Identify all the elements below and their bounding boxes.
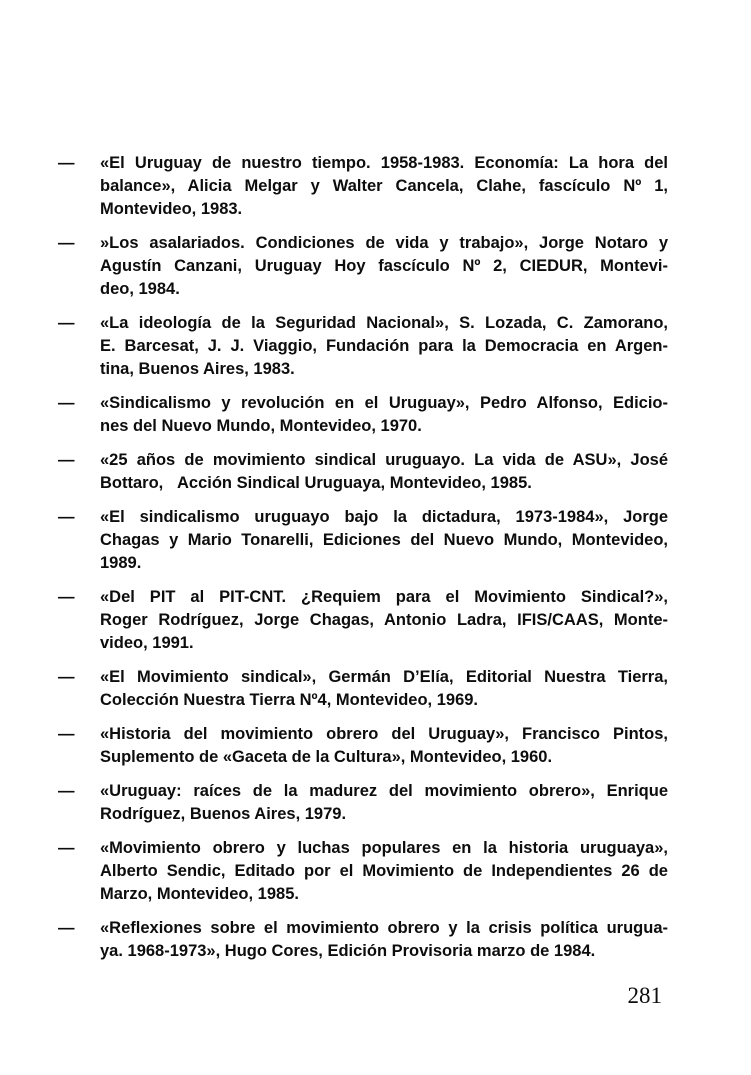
entry-line: «Del PIT al PIT-CNT. ¿Requiem para el Movimiento Sindical?», [100,588,668,606]
entry-line: Colección Nuestra Tierra Nº4, Montevideo, 1969. [100,691,479,709]
entry-line: 1989. [100,554,142,572]
entry-line: Chagas y Mario Tonarelli, Ediciones del Nuevo Mundo, Montevideo, [100,531,668,549]
entry-line: «El Movimiento sindical», Germán D’Elía, Editorial Nuestra Tierra, [100,668,668,686]
entry-line: «Uruguay: raíces de la madurez del movimiento obrero», Enrique [100,782,668,800]
entry-text [100,586,668,655]
entry-line: nes del Nuevo Mundo, Montevideo, 1970. [100,417,422,435]
entry-line: «El Uruguay de nuestro tiempo. 1958-1983. Economía: La hora del [100,154,668,172]
entry-line: «El sindicalismo uruguayo bajo la dictadura, 1973-1984», Jorge [100,508,668,526]
entry-line: «La ideología de la Seguridad Nacional», S. Lozada, C. Zamorano, [100,314,668,332]
entry-line: video, 1991. [100,634,194,652]
entry-line: Roger Rodríguez, Jorge Chagas, Antonio Ladra, IFIS/CAAS, Monte- [100,611,668,629]
entry-line: Suplemento de «Gaceta de la Cultura», Montevideo, 1960. [100,748,553,766]
entry-text [100,837,668,906]
entry-dash-marker: — [58,154,75,172]
entry-line: »Los asalariados. Condiciones de vida y trabajo», Jorge Notaro y [100,234,668,252]
bibliography-entry [58,666,668,712]
entry-line: Rodríguez, Buenos Aires, 1979. [100,805,347,823]
entry-dash-marker: — [58,394,75,412]
bibliography-entry [58,312,668,381]
entry-dash-marker: — [58,314,75,332]
entry-text [100,449,668,495]
entry-line: «Historia del movimiento obrero del Uruguay», Francisco Pintos, [100,725,668,743]
entry-text [100,723,668,769]
entry-line: tina, Buenos Aires, 1983. [100,360,295,378]
bibliography-entry [58,586,668,655]
bibliography-entry [58,392,668,438]
entry-line: deo, 1984. [100,280,180,298]
entry-dash-marker: — [58,725,75,743]
entry-line: «25 años de movimiento sindical uruguayo. La vida de ASU», José [100,451,668,469]
entry-text [100,312,668,381]
bibliography-entry [58,780,668,826]
bibliography-entry [58,837,668,906]
bibliography-list [58,152,668,974]
entry-text [100,666,668,712]
entry-line: «Sindicalismo y revolución en el Uruguay», Pedro Alfonso, Edicio- [100,394,668,412]
entry-text [100,780,668,826]
entry-dash-marker: — [58,919,75,937]
bibliography-entry [58,506,668,575]
entry-line: Montevideo, 1983. [100,200,243,218]
entry-dash-marker: — [58,234,75,252]
entry-dash-marker: — [58,451,75,469]
bibliography-entry [58,449,668,495]
entry-text [100,392,668,438]
entry-text [100,917,668,963]
entry-line: Alberto Sendic, Editado por el Movimiento de Independientes 26 de [100,862,668,880]
entry-line: Marzo, Montevideo, 1985. [100,885,299,903]
page-number: 281 [627,983,662,1008]
entry-line: Agustín Canzani, Uruguay Hoy fascículo Nº 2, CIEDUR, Montevi- [100,257,668,275]
entry-dash-marker: — [58,508,75,526]
entry-line: balance», Alicia Melgar y Walter Cancela, Clahe, fascículo Nº 1, [100,177,668,195]
entry-text [100,232,668,301]
bibliography-entry [58,232,668,301]
entry-line: Bottaro, Acción Sindical Uruguaya, Montevideo, 1985. [100,474,532,492]
bibliography-entry [58,152,668,221]
bibliography-entry [58,723,668,769]
entry-dash-marker: — [58,839,75,857]
entry-line: «Movimiento obrero y luchas populares en la historia uruguaya», [100,839,668,857]
entry-dash-marker: — [58,668,75,686]
entry-dash-marker: — [58,782,75,800]
entry-line: «Reflexiones sobre el movimiento obrero y la crisis política urugua- [100,919,668,937]
entry-text [100,152,668,221]
entry-line: E. Barcesat, J. J. Viaggio, Fundación para la Democracia en Argen- [100,337,668,355]
entry-text [100,506,668,575]
entry-dash-marker: — [58,588,75,606]
entry-line: ya. 1968-1973», Hugo Cores, Edición Provisoria marzo de 1984. [100,942,596,960]
bibliography-entry [58,917,668,963]
